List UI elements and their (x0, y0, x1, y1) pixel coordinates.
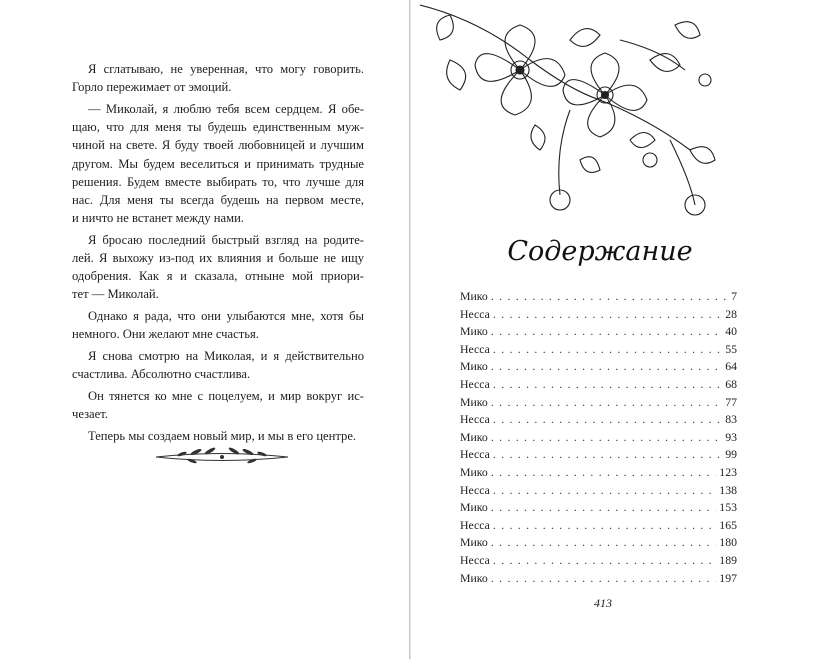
text-line: одобрения. Как я и сказала, отныне мой приори- (72, 269, 364, 284)
text-line: Он тянется ко мне с поцелуем, и мир вокруг ис- (88, 388, 364, 403)
toc-leader-dots (491, 499, 716, 517)
toc-chapter-name: Мико (460, 394, 488, 409)
toc-entry (460, 534, 737, 552)
floral-divider-ornament (152, 446, 292, 468)
toc-leader-dots (493, 482, 716, 500)
toc-entry (460, 341, 737, 359)
toc-leader-dots (493, 411, 722, 429)
paragraph (72, 231, 364, 304)
toc-entry (460, 306, 737, 324)
toc-leader-dots (491, 534, 716, 552)
toc-chapter-name: Несса (460, 552, 490, 567)
paragraph (72, 347, 364, 383)
toc-page-number: 68 (725, 376, 737, 391)
toc-page-number: 40 (725, 324, 737, 339)
text-line: решения. Будем вместе выбирать то, что лучше для (72, 174, 364, 189)
text-line: Горло пережимает от эмоций. (72, 80, 232, 95)
toc-chapter-name: Мико (460, 429, 488, 444)
toc-chapter-name: Мико (460, 535, 488, 550)
toc-chapter-name: Мико (460, 464, 488, 479)
text-line: Я сглатываю, не уверенная, что могу говорить. (88, 62, 364, 76)
toc-leader-dots (491, 323, 722, 341)
table-of-contents (460, 288, 737, 587)
toc-page-number: 153 (719, 500, 737, 515)
toc-page-number: 77 (725, 394, 737, 409)
toc-chapter-name: Мико (460, 359, 488, 374)
toc-page-number: 165 (719, 517, 737, 532)
toc-entry (460, 429, 737, 447)
toc-leader-dots (491, 429, 722, 447)
toc-page-number: 55 (725, 341, 737, 356)
toc-leader-dots (491, 394, 722, 412)
toc-chapter-name: Мико (460, 289, 488, 303)
toc-entry (460, 323, 737, 341)
text-line: Теперь мы создаем новый мир, и мы в его центре. (88, 428, 357, 443)
toc-page-number: 123 (719, 464, 737, 479)
text-line: Однако я рада, что они улыбаются мне, хотя бы (88, 309, 364, 324)
toc-page-number: 138 (719, 482, 737, 497)
toc-chapter-name: Несса (460, 412, 490, 427)
toc-entry (460, 570, 737, 588)
toc-chapter-name: Несса (460, 341, 490, 356)
text-line: Я бросаю последний быстрый взгляд на родите- (88, 232, 364, 247)
toc-page-number: 64 (725, 359, 737, 374)
toc-page-number: 189 (719, 552, 737, 567)
toc-entry (460, 411, 737, 429)
toc-chapter-name: Несса (460, 447, 490, 462)
book-spine (409, 0, 411, 659)
toc-entry (460, 376, 737, 394)
toc-page-number: 180 (719, 535, 737, 550)
toc-entry (460, 482, 737, 500)
toc-entry (460, 552, 737, 570)
paragraph (72, 60, 364, 96)
toc-entry (460, 288, 737, 306)
toc-leader-dots (491, 358, 722, 376)
toc-entry (460, 394, 737, 412)
text-line: другом. Мы будем веселиться и принимать трудные (72, 156, 364, 171)
toc-chapter-name: Несса (460, 376, 490, 391)
text-line: счастлива. Абсолютно счастлива. (72, 367, 251, 382)
text-line: — Миколай, я люблю тебя всем сердцем. Я обе- (88, 101, 364, 116)
toc-leader-dots (493, 517, 716, 535)
toc-leader-dots (493, 341, 722, 359)
toc-page-number: 28 (725, 306, 737, 321)
left-page-text (72, 60, 364, 449)
page-number: 413 (594, 596, 612, 610)
toc-page-number: 93 (725, 429, 737, 444)
toc-leader-dots (491, 288, 728, 306)
toc-chapter-name: Мико (460, 570, 488, 585)
toc-title: Содержание (507, 236, 693, 267)
toc-entry (460, 358, 737, 376)
toc-chapter-name: Несса (460, 517, 490, 532)
text-line: чиной на свете. Я буду твоей любовницей и лучшим (72, 138, 364, 153)
paragraph (72, 100, 364, 227)
paragraph (72, 427, 364, 445)
toc-entry (460, 499, 737, 517)
rose-illustration (420, 0, 730, 230)
toc-chapter-name: Мико (460, 324, 488, 339)
paragraph (72, 307, 364, 343)
toc-leader-dots (493, 306, 722, 324)
toc-page-number: 99 (725, 447, 737, 462)
toc-page-number: 197 (719, 570, 737, 585)
toc-leader-dots (491, 464, 716, 482)
text-line: чезает. (72, 407, 108, 422)
toc-entry (460, 446, 737, 464)
text-line: и ничто не встанет между нами. (72, 211, 244, 226)
toc-chapter-name: Несса (460, 306, 490, 321)
paragraph (72, 387, 364, 423)
toc-leader-dots (493, 552, 716, 570)
toc-entry (460, 464, 737, 482)
text-line: нас. Для меня ты всегда будешь на первом месте, (72, 192, 364, 207)
toc-page-number: 7 (731, 289, 737, 303)
toc-leader-dots (493, 376, 722, 394)
toc-page-number: 83 (725, 412, 737, 427)
text-line: тет — Миколай. (72, 287, 159, 302)
toc-leader-dots (491, 570, 716, 588)
toc-entry (460, 517, 737, 535)
text-line: немного. Они желают мне счастья. (72, 327, 259, 342)
text-line: лей. Я выхожу из-под их влияния и больше не ищу (72, 251, 364, 266)
toc-leader-dots (493, 446, 722, 464)
text-line: Я снова смотрю на Миколая, и я действительно (88, 349, 364, 364)
toc-chapter-name: Мико (460, 500, 488, 515)
toc-chapter-name: Несса (460, 482, 490, 497)
text-line: щаю, что для меня ты будешь единственным муж- (72, 120, 364, 135)
